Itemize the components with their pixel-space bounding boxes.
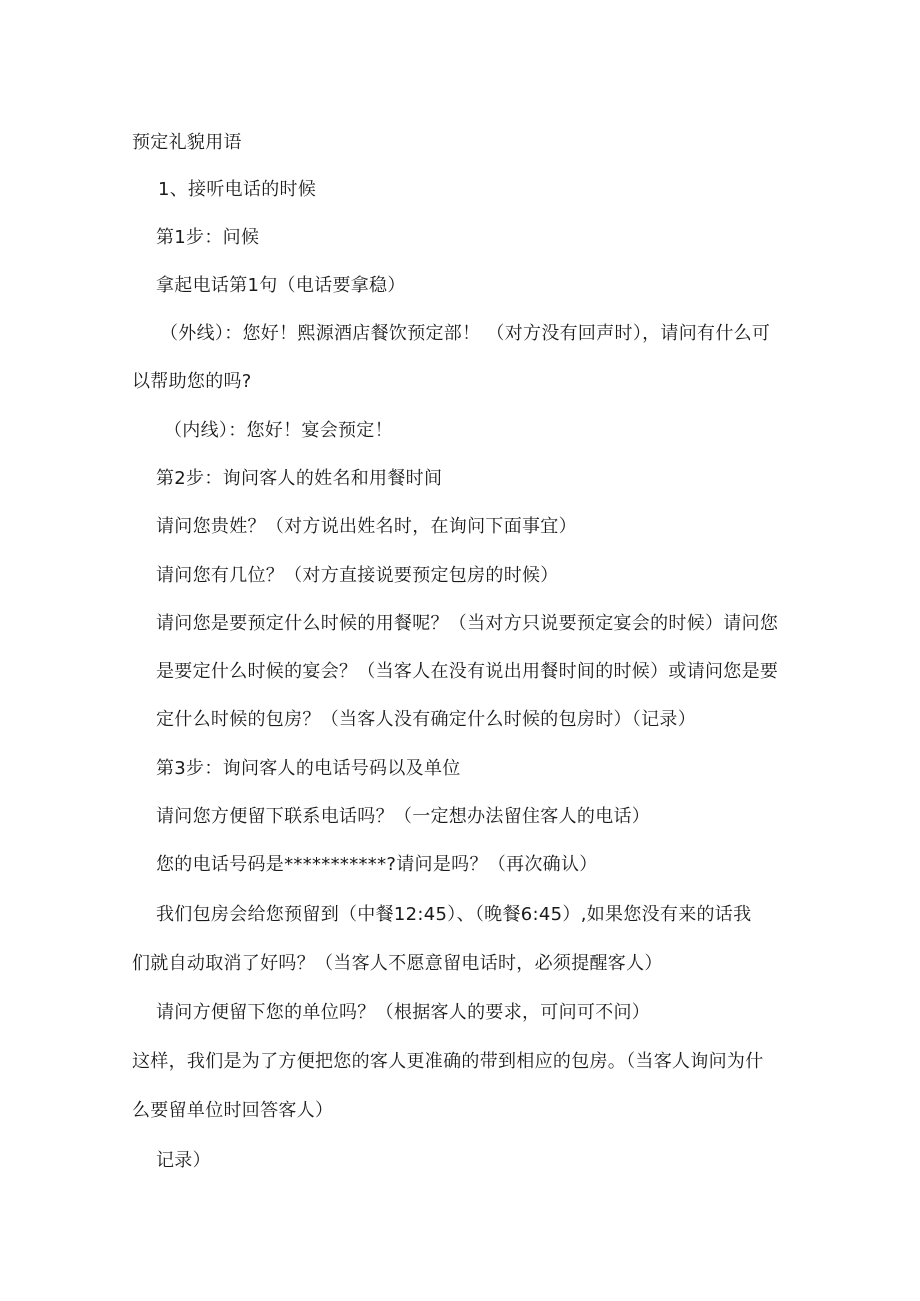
step3-answer-line-1: 这样，我们是为了方便把您的客人更准确的带到相应的包房。（当客人询问为什 — [132, 1051, 764, 1072]
step2-question-3-line-2: 是要定什么时候的宴会？（当客人在没有说出用餐时间的时候）或请问您是要 — [156, 661, 779, 682]
step1-heading: 第1步：问候 — [156, 227, 260, 248]
step3-question-2: 您的电话号码是***********?请问是吗？（再次确认） — [156, 854, 598, 875]
section-heading: 1、接听电话的时候 — [158, 179, 317, 200]
step2-question-3-line-3: 定什么时候的包房？（当客人没有确定什么时候的包房时）（记录） — [156, 709, 696, 730]
step3-answer-line-2: 么要留单位时回答客人） — [132, 1100, 334, 1121]
step1-outside-line-2: 以帮助您的吗? — [132, 371, 252, 392]
step2-question-3-line-1: 请问您是要预定什么时候的用餐呢？（当对方只说要预定宴会的时候）请问您 — [156, 613, 779, 634]
step2-question-1: 请问您贵姓？（对方说出姓名时，在询问下面事宜） — [156, 516, 577, 537]
step1-intro: 拿起电话第1句（电话要拿稳） — [156, 275, 406, 296]
step3-question-1: 请问您方便留下联系电话吗？（一定想办法留住客人的电话） — [156, 806, 651, 827]
document-title: 预定礼貌用语 — [132, 132, 242, 153]
step3-record: 记录） — [156, 1150, 211, 1171]
step2-heading: 第2步：询问客人的姓名和用餐时间 — [156, 468, 443, 489]
step3-heading: 第3步：询问客人的电话号码以及单位 — [156, 758, 461, 779]
step3-question-4: 请问方便留下您的单位吗？（根据客人的要求，可问可不问） — [156, 1002, 651, 1023]
step3-question-3-line-1: 我们包房会给您预留到（中餐12:45）、（晚餐6:45）,如果您没有来的话我 — [156, 904, 752, 925]
step3-question-3-line-2: 们就自动取消了好吗？（当客人不愿意留电话时，必须提醒客人） — [132, 953, 663, 974]
step1-outside-line-1: （外线）：您好！熙源酒店餐饮预定部！ （对方没有回声时），请问有什么可 — [160, 323, 771, 344]
step1-inside-line: （内线）：您好！宴会预定！ — [164, 420, 393, 441]
step2-question-2: 请问您有几位？（对方直接说要预定包房的时候） — [156, 565, 559, 586]
